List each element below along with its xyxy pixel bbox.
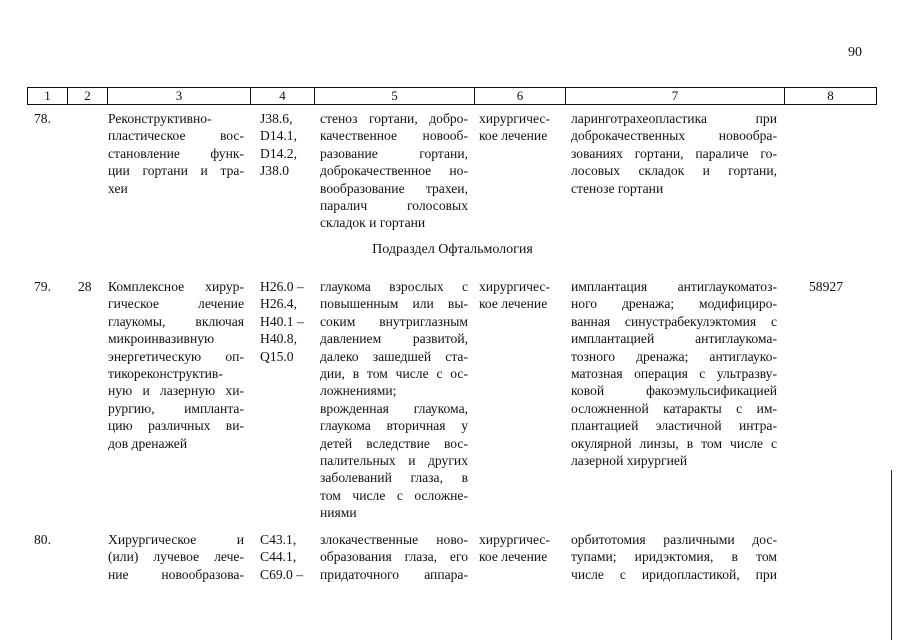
patient-model: злокачественные ново- образования глаза, его придаточного аппара- [320, 532, 468, 582]
row-number: 79. [34, 279, 51, 294]
scan-edge-line [891, 470, 892, 640]
header-col-5: 5 [314, 87, 474, 105]
header-col-6: 6 [474, 87, 565, 105]
row-number: 80. [34, 532, 51, 547]
header-col-1: 1 [27, 87, 67, 105]
patient-model: глаукома взрослых с повышенным или вы- соким внутриглазным давлением развитой, далеко зашедшей ста- дии, в том числе с ос- ложнениями; врожденная глаукома, глаукома вторичная у детей вследствие вос- палительных и других заболеваний глаза, в том числе с осложне- ниями [320, 279, 468, 521]
treatment-type: хирургичес- кое лечение [479, 279, 550, 312]
page-number: 90 [848, 45, 862, 60]
icd-codes: H26.0 – H26.4, H40.1 – H40.8, Q15.0 [260, 279, 304, 364]
header-col-2: 2 [67, 87, 107, 105]
icd-codes: J38.6, D14.1, D14.2, J38.0 [260, 111, 298, 179]
header-col-3: 3 [107, 87, 250, 105]
row-number: 78. [34, 111, 51, 126]
service-name: Комплексное хирур- гическое лечение глаукомы, включая микроинвазивную энергетическую оп- тикореконструктив- ную и лазерную хи- рургию, импланта- цию различных ви- дов дренажей [108, 279, 244, 451]
financial-cost: 58927 [809, 279, 843, 294]
subsection-heading: Подраздел Офтальмология [372, 242, 533, 257]
patient-model: стеноз гортани, добро- качественное новооб- разование гортани, доброкачественное но- вообразование трахеи, паралич голосовых складок и гортани [320, 111, 468, 231]
service-name: Реконструктивно- пластическое вос- становление функ- ции гортани и тра- хеи [108, 111, 244, 196]
treatment-type: хирургичес- кое лечение [479, 111, 550, 144]
treatment-method: орбитотомия различными дос- тупами; иридэктомия, в том числе с иридопластикой, при [571, 532, 777, 582]
header-col-4: 4 [250, 87, 314, 105]
header-col-8: 8 [784, 87, 877, 105]
treatment-method: имплантация антиглаукоматоз- ного дренажа; модифициро- ванная синустрабекулэктомия с имплантацией антиглаукома- тозного дренажа; антиглауко- матозная операция с ультразву- ковой факоэмульсификацией осложненной катаракты с им- плантацией эластичной интра- окулярной линзы, в том числе с лазерной хирургией [571, 279, 777, 469]
treatment-type: хирургичес- кое лечение [479, 532, 550, 565]
group-number: 28 [78, 279, 92, 294]
treatment-method: ларинготрахеопластика при доброкачественных новообра- зованиях гортани, параличе го- лосовых складок и гортани, стенозе гортани [571, 111, 777, 196]
header-col-7: 7 [565, 87, 784, 105]
icd-codes: C43.1, C44.1, C69.0 – [260, 532, 304, 582]
service-name: Хирургическое и (или) лучевое лече- ние новообразова- [108, 532, 244, 582]
